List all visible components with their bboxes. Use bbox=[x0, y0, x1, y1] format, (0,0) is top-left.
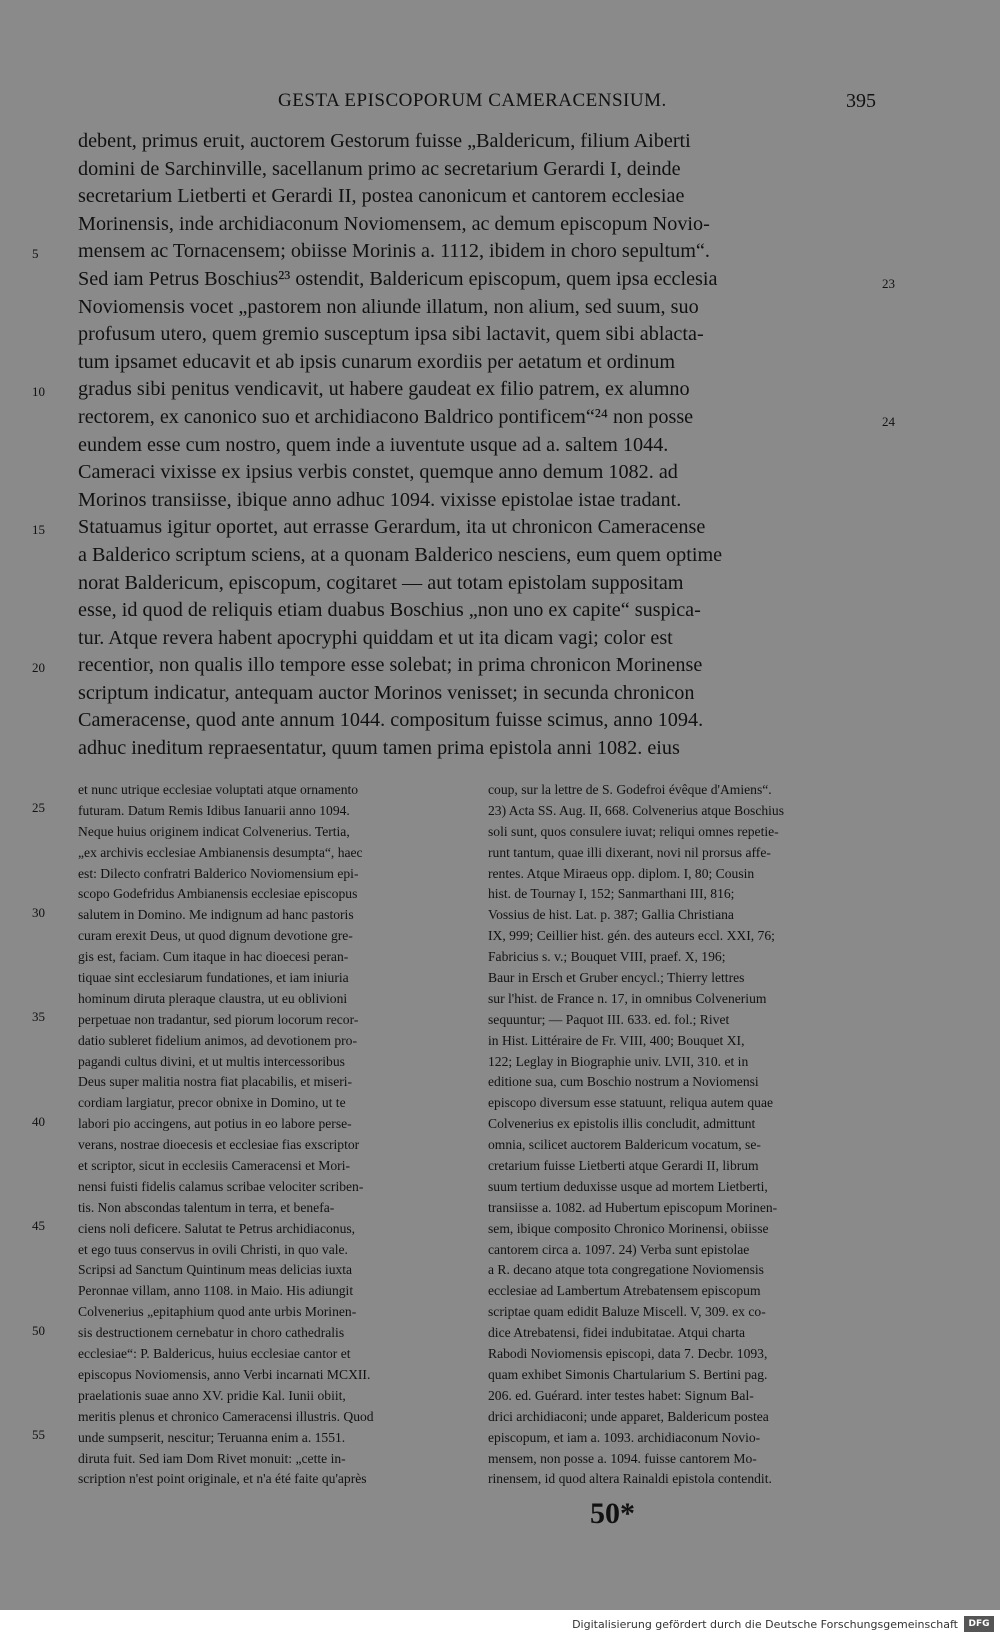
footnote-line: et scriptor, sicut in ecclesiis Cameracensi et Mori- bbox=[78, 1158, 350, 1174]
text-line: Noviomensis vocet „pastorem non aliunde illatum, non alium, sed suum, suo bbox=[78, 295, 699, 318]
line-number: 50 bbox=[32, 1323, 45, 1338]
line-number: 25 bbox=[32, 800, 45, 815]
line-number: 15 bbox=[32, 522, 45, 537]
footnote-line: Rabodi Noviomensis episcopi, data 7. Decbr. 1093, bbox=[488, 1346, 768, 1362]
line-number: 55 bbox=[32, 1427, 45, 1442]
footnote-line: rinensem, id quod altera Rainaldi epistola contendit. bbox=[488, 1471, 772, 1487]
footnote-line: Colvenerius ex epistolis illis concludit, admittunt bbox=[488, 1116, 756, 1132]
footnote-line: sur l'hist. de France n. 17, in omnibus Colvenerium bbox=[488, 990, 767, 1006]
footnote-line: perpetuae non tradantur, sed piorum locorum recor- bbox=[78, 1011, 359, 1027]
text-line: norat Baldericum, episcopum, cogitaret — aut totam epistolam suppositam bbox=[78, 571, 684, 594]
footnote-line: 122; Leglay in Biographie univ. LVII, 310. et in bbox=[488, 1053, 749, 1069]
footnote-line: dice Atrebatensi, fidei indubitatae. Atqui charta bbox=[488, 1325, 746, 1341]
footnote-line: sis destructionem cernebatur in choro cathedralis bbox=[78, 1325, 345, 1341]
footnote-line: futuram. Datum Remis Idibus Ianuarii anno 1094. bbox=[78, 802, 350, 818]
footnote-line: et ego tuus conservus in ovili Christi, in quo vale. bbox=[78, 1241, 348, 1257]
text-line: a Balderico scriptum sciens, at a quonam Balderico nesciens, eum quem optime bbox=[78, 543, 723, 566]
footnote-line: datio subleret fidelium animos, ad devotionem pro- bbox=[78, 1032, 357, 1048]
footnote-line: Fabricius s. v.; Bouquet VIII, praef. X, 196; bbox=[488, 949, 726, 965]
footnote-line: drici archidiaconi; unde apparet, Baldericum postea bbox=[488, 1408, 769, 1424]
line-number: 5 bbox=[32, 246, 39, 261]
footnote-line: Neque huius originem indicat Colvenerius. Tertia, bbox=[78, 823, 350, 839]
text-line: Morinensis, inde archidiaconum Noviomensem, ac demum episcopum Novio- bbox=[78, 212, 710, 235]
footnote-line: Baur in Ersch et Gruber encycl.; Thierry lettres bbox=[488, 970, 745, 986]
footnote-line: rentes. Atque Miraeus opp. diplom. I, 80; Cousin bbox=[488, 865, 755, 881]
text-line: debent, primus eruit, auctorem Gestorum fuisse „Baldericum, filium Aiberti bbox=[78, 130, 691, 152]
footnote-line: gis est, faciam. Cum itaque in hac dioecesi peran- bbox=[78, 949, 349, 965]
footnote-line: in Hist. Littéraire de Fr. VIII, 400; Bouquet XI, bbox=[488, 1032, 745, 1048]
text-line: Cameracense, quod ante annum 1044. compositum fuisse scimus, anno 1094. bbox=[78, 709, 704, 732]
line-number: 45 bbox=[32, 1218, 45, 1233]
text-line: scriptum indicatur, antequam auctor Morinos venisset; in secunda chronicon bbox=[78, 681, 695, 704]
line-number: 35 bbox=[32, 1009, 45, 1024]
text-line: adhuc ineditum repraesentatur, quum tamen prima epistola anni 1082. eius bbox=[78, 737, 680, 760]
footnote-line: transiisse a. 1082. ad Hubertum episcopum Morinen- bbox=[488, 1199, 778, 1215]
footnote-line: quam exhibet Simonis Chartularium S. Bertini pag. bbox=[488, 1366, 768, 1382]
footnote-line: Deus super malitia nostra fiat placabilis, et miseri- bbox=[78, 1074, 353, 1090]
running-title: GESTA EPISCOPORUM CAMERACENSIUM. bbox=[278, 90, 667, 111]
footnote-line: Peronnae villam, anno 1108. in Maio. His adiungit bbox=[78, 1283, 354, 1299]
footnote-line: pagandi cultus divini, et ut multis intercessoribus bbox=[78, 1053, 345, 1069]
line-number: 10 bbox=[32, 384, 45, 399]
footnote-line: episcopum, et iam a. 1093. archidiaconum Novio- bbox=[488, 1429, 761, 1445]
footnote-column-right bbox=[488, 780, 874, 1490]
footnote-line: runt tantum, quae illi dixerant, novi nil prorsus affe- bbox=[488, 844, 771, 860]
line-number: 20 bbox=[32, 660, 45, 675]
text-line: mensem ac Tornacensem; obiisse Morinis a. 1112, ibidem in choro sepultum“. bbox=[78, 240, 710, 263]
footnote-line: ecclesiae“: P. Baldericus, huius ecclesiae cantor et bbox=[78, 1346, 351, 1362]
text-line: gradus sibi penitus vendicavit, ut habere gaudeat ex filio patrem, ex alumno bbox=[78, 378, 690, 401]
footnote-line: hominum diruta pleraque claustra, ut eu oblivioni bbox=[78, 990, 348, 1006]
footnote-line: ecclesiae ad Lambertum Atrebatensem episcopum bbox=[488, 1283, 761, 1299]
footnote-line: episcopus Noviomensis, anno Verbi incarnati MCXII. bbox=[78, 1366, 371, 1382]
text-line: tum ipsamet educavit et ab ipsis cunarum exordiis per aetatum et ordinum bbox=[78, 350, 676, 373]
footnote-line: Vossius de hist. Lat. p. 387; Gallia Christiana bbox=[488, 907, 734, 923]
footnote-line: suum tertium deduxisse usque ad mortem Lietberti, bbox=[488, 1178, 768, 1194]
footnote-line: „ex archivis ecclesiae Ambianensis desumpta“, haec bbox=[78, 844, 363, 860]
footnote-line: Colvenerius „epitaphium quod ante urbis Morinen- bbox=[78, 1304, 357, 1320]
footnote-line: cantorem circa a. 1097. 24) Verba sunt epistolae bbox=[488, 1241, 750, 1257]
line-number: 40 bbox=[32, 1114, 45, 1129]
footnote-line: 23) Acta SS. Aug. II, 668. Colvenerius atque Boschius bbox=[488, 802, 785, 818]
dfg-logo-icon: DFG bbox=[964, 1616, 994, 1632]
text-line: Cameraci vixisse ex ipsius verbis constet, quemque anno demum 1082. ad bbox=[78, 461, 678, 484]
footnote-line: a R. decano atque tota congregatione Noviomensis bbox=[488, 1262, 764, 1278]
footnote-line: curam erexit Deus, ut quod dignum devotione gre- bbox=[78, 928, 353, 944]
footnote-line: et nunc utrique ecclesiae voluptati atque ornamento bbox=[78, 782, 359, 797]
footnote-line: ciens noli deficere. Salutat te Petrus archidiaconus, bbox=[78, 1220, 356, 1236]
footnote-column-left bbox=[78, 780, 466, 1490]
text-line: profusum utero, quem gremio susceptum ipsa sibi lactavit, quem sibi ablacta- bbox=[78, 323, 704, 346]
signature-mark: 50* bbox=[590, 1497, 635, 1530]
footnote-line: cretarium fuisse Lietberti atque Gerardi II, librum bbox=[488, 1158, 759, 1174]
footnote-line: 206. ed. Guérard. inter testes habet: Signum Bal- bbox=[488, 1387, 754, 1403]
footnote-line: est: Dilecto confratri Balderico Noviomensium epi- bbox=[78, 865, 359, 881]
footnote-line: sequuntur; — Paquot III. 633. ed. fol.; Rivet bbox=[488, 1011, 730, 1027]
footnote-line: scription n'est point originale, et n'a été faite qu'après bbox=[78, 1471, 367, 1487]
footnote-line: nensi fuisti fidelis calamus scribae velociter scriben- bbox=[78, 1178, 364, 1194]
footer-bar bbox=[0, 1610, 1000, 1640]
page-number: 395 bbox=[846, 90, 876, 112]
text-line: esse, id quod de reliquis etiam duabus Boschius „non uno ex capite“ suspica- bbox=[78, 599, 701, 622]
footnote-line: sem, ibique composito Chronico Morinensi, obiisse bbox=[488, 1220, 769, 1236]
footnote-line: Scripsi ad Sanctum Quintinum meas delicias iuxta bbox=[78, 1262, 353, 1278]
footnote-line: unde sumpserit, nescitur; Teruanna enim a. 1551. bbox=[78, 1429, 346, 1445]
text-line: secretarium Lietberti et Gerardi II, postea canonicum et cantorem ecclesiae bbox=[78, 185, 685, 208]
text-line: eundem esse cum nostro, quem inde a iuventute usque ad a. saltem 1044. bbox=[78, 433, 669, 456]
footer-credit: Digitalisierung gefördert durch die Deutsche Forschungsgemeinschaft bbox=[572, 1618, 958, 1631]
footnote-line: salutem in Domino. Me indignum ad hanc pastoris bbox=[78, 907, 354, 923]
footnote-line: tis. Non abscondas talentum in terra, et benefa- bbox=[78, 1199, 335, 1215]
footnote-line: soli sunt, quos consulere iuvat; reliqui omnes repetie- bbox=[488, 823, 779, 839]
footnote-line: meritis plenus et chronico Cameracensi illustris. Quod bbox=[78, 1408, 374, 1424]
footnote-line: scriptae quam edidit Baluze Miscell. V, 309. ex co- bbox=[488, 1304, 766, 1320]
text-line: domini de Sarchinville, sacellanum primo ac secretarium Gerardi I, deinde bbox=[78, 157, 681, 180]
line-number: 30 bbox=[32, 905, 45, 920]
main-text bbox=[78, 128, 878, 763]
text-line: rectorem, ex canonico suo et archidiacono Baldrico pontificem“²⁴ non posse bbox=[78, 405, 694, 428]
footnote-line: verans, nostrae dioecesis et ecclesiae fias exscriptor bbox=[78, 1137, 360, 1153]
footnote-line: cordiam largiatur, precor obnixe in Domino, ut te bbox=[78, 1095, 346, 1111]
text-line: recentior, non qualis illo tempore esse solebat; in prima chronicon Morinense bbox=[78, 654, 703, 677]
text-line: tur. Atque revera habent apocryphi quiddam et ut ita dicam vagi; color est bbox=[78, 626, 673, 649]
text-line: Morinos transiisse, ibique anno adhuc 1094. vixisse epistolae istae tradant. bbox=[78, 488, 682, 511]
footnote-line: scopo Godefridus Ambianensis ecclesiae episcopus bbox=[78, 886, 358, 902]
text-line: Statuamus igitur oportet, aut errasse Gerardum, ita ut chronicon Cameracense bbox=[78, 516, 706, 539]
footnote-ref-margin: 24 bbox=[882, 414, 895, 429]
footnote-line: coup, sur la lettre de S. Godefroi évêque d'Amiens“. bbox=[488, 782, 772, 797]
footnote-ref-margin: 23 bbox=[882, 276, 895, 291]
footnote-line: omnia, scilicet auctorem Baldericum vocatum, se- bbox=[488, 1137, 761, 1153]
footnote-line: editione sua, cum Boschio nostrum a Noviomensi bbox=[488, 1074, 759, 1090]
text-line: Sed iam Petrus Boschius²³ ostendit, Baldericum episcopum, quem ipsa ecclesia bbox=[78, 267, 718, 290]
footnote-line: tiquae sint ecclesiarum fundationes, et iam iniuria bbox=[78, 970, 349, 986]
footnote-line: hist. de Tournay I, 152; Sanmarthani III, 816; bbox=[488, 886, 735, 902]
footnote-line: IX, 999; Ceillier hist. gén. des auteurs eccl. XXI, 76; bbox=[488, 928, 775, 944]
footnote-line: mensem, non posse a. 1094. fuisse cantorem Mo- bbox=[488, 1450, 757, 1466]
footnote-line: praelationis suae anno XV. pridie Kal. Iunii obiit, bbox=[78, 1387, 346, 1403]
footnote-line: diruta fuit. Sed iam Dom Rivet monuit: „cette in- bbox=[78, 1450, 346, 1466]
footnote-line: labori pio accingens, aut potius in eo labore perse- bbox=[78, 1116, 352, 1132]
footnote-line: episcopo diversum esse statuunt, reliqua autem quae bbox=[488, 1095, 774, 1111]
